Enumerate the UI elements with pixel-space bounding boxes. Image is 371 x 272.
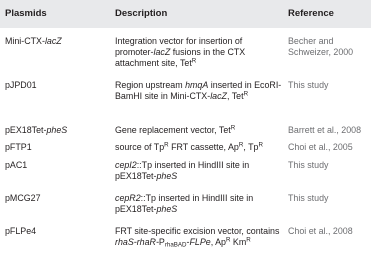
- plasmid-description: cepR2::Tp inserted in HindIII site in pEX18Tet-pheS: [115, 193, 254, 214]
- plasmid-name: pFTP1: [5, 142, 32, 152]
- plasmid-name: pFLPe4: [5, 226, 37, 236]
- plasmid-name: pAC1: [5, 160, 28, 170]
- plasmid-reference: This study: [288, 160, 329, 170]
- plasmid-reference: Choi et al., 2005: [288, 142, 353, 152]
- plasmid-description: Gene replacement vector, Tet$^R$: [115, 124, 236, 135]
- plasmid-reference: This study: [288, 80, 329, 90]
- plasmid-name: pJPD01: [5, 80, 37, 90]
- header-plasmids: Plasmids: [5, 8, 47, 19]
- plasmid-description: Region upstream hmqA inserted in EcoRI-BamHI site in Mini-CTX-lacZ, Tet$^R$: [115, 80, 282, 101]
- plasmid-name: pMCG27: [5, 193, 41, 203]
- plasmid-description: FRT site-specific excision vector, contains rhaS-$rhaR-P_{rhaBAD}$-FLPe, $Ap^R$ $Km^R$: [115, 226, 280, 249]
- header-reference: Reference: [288, 8, 334, 19]
- plasmid-reference: This study: [288, 193, 329, 203]
- plasmid-reference: Becher and Schweizer, 2000: [288, 36, 354, 57]
- plasmid-name: pEX18Tet-pheS: [5, 125, 68, 135]
- plasmid-description: source of $Tp^R$ FRT cassette, $Ap^R$, $Tp^R$: [115, 141, 263, 152]
- plasmid-description: Integration vector for insertion of promoter-lacZ fusions in the CTX attachment site, Tet$^R$: [115, 36, 246, 68]
- plasmid-description: cepI2::Tp inserted in HindIII site in pEX18Tet-pheS: [115, 160, 250, 181]
- plasmid-reference: Choi et al., 2008: [288, 226, 353, 236]
- header-description: Description: [115, 8, 168, 19]
- plasmid-reference: Barrett et al., 2008: [288, 125, 362, 135]
- plasmid-name: Mini-CTX-lacZ: [5, 36, 62, 46]
- table-header: [0, 0, 371, 28]
